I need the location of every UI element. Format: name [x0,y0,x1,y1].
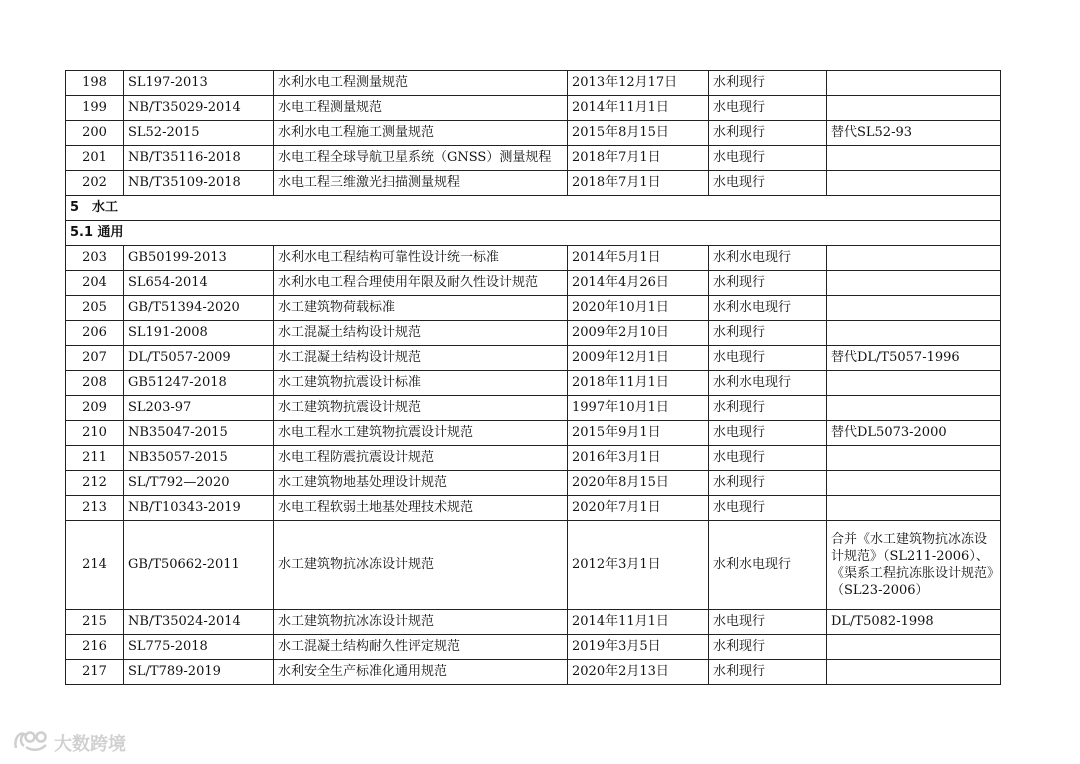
note-cell: DL/T5082-1998 [827,610,1001,635]
status-cell: 水电现行 [709,346,827,371]
standard-code-cell: SL197-2013 [124,71,274,96]
row-number-cell: 204 [66,271,124,296]
note-cell [827,146,1001,171]
standard-name-cell: 水工建筑物抗冰冻设计规范 [274,610,568,635]
status-cell: 水利现行 [709,321,827,346]
table-row [66,660,1001,685]
row-number-cell: 215 [66,610,124,635]
table-row [66,421,1001,446]
standard-name-cell: 水工建筑物地基处理设计规范 [274,471,568,496]
section-row [66,196,1001,221]
table-row [66,146,1001,171]
status-cell: 水利现行 [709,71,827,96]
standard-name-cell: 水工混凝土结构耐久性评定规范 [274,635,568,660]
status-cell: 水利现行 [709,396,827,421]
standard-code-cell: NB/T35116-2018 [124,146,274,171]
note-cell: 替代DL5073-2000 [827,421,1001,446]
row-number-cell: 203 [66,246,124,271]
table-row [66,396,1001,421]
watermark-text: 大数跨境 [54,733,126,755]
table-row [66,271,1001,296]
row-number-cell: 209 [66,396,124,421]
status-cell: 水利现行 [709,635,827,660]
row-number-cell: 214 [66,521,124,610]
standard-code-cell: NB35057-2015 [124,446,274,471]
table-row [66,321,1001,346]
status-cell: 水电现行 [709,171,827,196]
standard-code-cell: NB/T35024-2014 [124,610,274,635]
effective-date-cell: 2009年12月1日 [568,346,709,371]
effective-date-cell: 2019年3月5日 [568,635,709,660]
status-cell: 水利现行 [709,471,827,496]
effective-date-cell: 2020年2月13日 [568,660,709,685]
effective-date-cell: 1997年10月1日 [568,396,709,421]
status-cell: 水利现行 [709,660,827,685]
note-cell [827,296,1001,321]
effective-date-cell: 2009年2月10日 [568,321,709,346]
standard-name-cell: 水利安全生产标准化通用规范 [274,660,568,685]
note-cell [827,471,1001,496]
standard-code-cell: SL/T792—2020 [124,471,274,496]
section-row [66,221,1001,246]
note-cell [827,171,1001,196]
row-number-cell: 217 [66,660,124,685]
status-cell: 水利水电现行 [709,246,827,271]
table-row [66,71,1001,96]
standard-code-cell: DL/T5057-2009 [124,346,274,371]
row-number-cell: 206 [66,321,124,346]
status-cell: 水电现行 [709,146,827,171]
standard-code-cell: SL203-97 [124,396,274,421]
row-number-cell: 207 [66,346,124,371]
section-title: 5 水工 [66,196,1001,221]
table-row [66,471,1001,496]
effective-date-cell: 2020年8月15日 [568,471,709,496]
note-cell [827,396,1001,421]
table-row [66,246,1001,271]
row-number-cell: 210 [66,421,124,446]
standard-name-cell: 水电工程防震抗震设计规范 [274,446,568,471]
table-row [66,346,1001,371]
note-cell [827,96,1001,121]
row-number-cell: 198 [66,71,124,96]
note-cell [827,271,1001,296]
standard-name-cell: 水利水电工程合理使用年限及耐久性设计规范 [274,271,568,296]
standards-table-body [66,71,1001,685]
row-number-cell: 202 [66,171,124,196]
effective-date-cell: 2014年4月26日 [568,271,709,296]
standard-name-cell: 水工建筑物荷载标准 [274,296,568,321]
standard-name-cell: 水电工程测量规范 [274,96,568,121]
standard-name-cell: 水利水电工程施工测量规范 [274,121,568,146]
watermark [12,728,126,757]
status-cell: 水利水电现行 [709,296,827,321]
effective-date-cell: 2014年11月1日 [568,610,709,635]
table-row [66,96,1001,121]
effective-date-cell: 2018年11月1日 [568,371,709,396]
status-cell: 水电现行 [709,96,827,121]
standard-code-cell: GB/T50662-2011 [124,521,274,610]
note-cell [827,660,1001,685]
standard-code-cell: NB/T10343-2019 [124,496,274,521]
standard-code-cell: NB/T35029-2014 [124,96,274,121]
standard-code-cell: SL191-2008 [124,321,274,346]
standard-name-cell: 水电工程软弱土地基处理技术规范 [274,496,568,521]
standard-name-cell: 水工建筑物抗冰冻设计规范 [274,521,568,610]
note-cell [827,371,1001,396]
note-cell [827,321,1001,346]
row-number-cell: 208 [66,371,124,396]
standard-code-cell: GB50199-2013 [124,246,274,271]
row-number-cell: 200 [66,121,124,146]
status-cell: 水电现行 [709,446,827,471]
row-number-cell: 201 [66,146,124,171]
table-row [66,171,1001,196]
standard-name-cell: 水利水电工程结构可靠性设计统一标准 [274,246,568,271]
standard-name-cell: 水利水电工程测量规范 [274,71,568,96]
effective-date-cell: 2014年5月1日 [568,246,709,271]
effective-date-cell: 2016年3月1日 [568,446,709,471]
standard-code-cell: SL/T789-2019 [124,660,274,685]
effective-date-cell: 2018年7月1日 [568,171,709,196]
note-cell [827,635,1001,660]
standard-code-cell: SL654-2014 [124,271,274,296]
standard-code-cell: GB51247-2018 [124,371,274,396]
table-row [66,121,1001,146]
standard-name-cell: 水工混凝土结构设计规范 [274,346,568,371]
status-cell: 水利水电现行 [709,521,827,610]
standard-code-cell: NB35047-2015 [124,421,274,446]
note-cell [827,496,1001,521]
row-number-cell: 205 [66,296,124,321]
status-cell: 水电现行 [709,610,827,635]
effective-date-cell: 2018年7月1日 [568,146,709,171]
row-number-cell: 216 [66,635,124,660]
standards-table [65,70,1001,685]
note-cell [827,71,1001,96]
standard-name-cell: 水电工程全球导航卫星系统（GNSS）测量规程 [274,146,568,171]
standard-name-cell: 水工建筑物抗震设计规范 [274,396,568,421]
brand-logo-icon [12,728,50,757]
effective-date-cell: 2015年8月15日 [568,121,709,146]
table-row [66,446,1001,471]
status-cell: 水利现行 [709,271,827,296]
note-cell: 替代DL/T5057-1996 [827,346,1001,371]
status-cell: 水电现行 [709,421,827,446]
effective-date-cell: 2014年11月1日 [568,96,709,121]
standard-name-cell: 水电工程三维激光扫描测量规程 [274,171,568,196]
standard-code-cell: SL52-2015 [124,121,274,146]
table-row [66,371,1001,396]
note-cell: 合并《水工建筑物抗冰冻设计规范》（SL211-2006）、《渠系工程抗冻胀设计规范》（SL23-2006） [827,521,1001,610]
section-title: 5.1 通用 [66,221,1001,246]
table-row [66,496,1001,521]
table-row [66,521,1001,610]
effective-date-cell: 2020年10月1日 [568,296,709,321]
effective-date-cell: 2015年9月1日 [568,421,709,446]
standard-code-cell: SL775-2018 [124,635,274,660]
standard-code-cell: GB/T51394-2020 [124,296,274,321]
status-cell: 水电现行 [709,496,827,521]
table-row [66,296,1001,321]
standard-name-cell: 水工建筑物抗震设计标准 [274,371,568,396]
standard-name-cell: 水工混凝土结构设计规范 [274,321,568,346]
table-row [66,610,1001,635]
standard-name-cell: 水电工程水工建筑物抗震设计规范 [274,421,568,446]
row-number-cell: 213 [66,496,124,521]
status-cell: 水利水电现行 [709,371,827,396]
effective-date-cell: 2020年7月1日 [568,496,709,521]
status-cell: 水利现行 [709,121,827,146]
note-cell [827,446,1001,471]
note-cell [827,246,1001,271]
effective-date-cell: 2013年12月17日 [568,71,709,96]
effective-date-cell: 2012年3月1日 [568,521,709,610]
row-number-cell: 199 [66,96,124,121]
table-row [66,635,1001,660]
row-number-cell: 211 [66,446,124,471]
note-cell: 替代SL52-93 [827,121,1001,146]
row-number-cell: 212 [66,471,124,496]
standard-code-cell: NB/T35109-2018 [124,171,274,196]
